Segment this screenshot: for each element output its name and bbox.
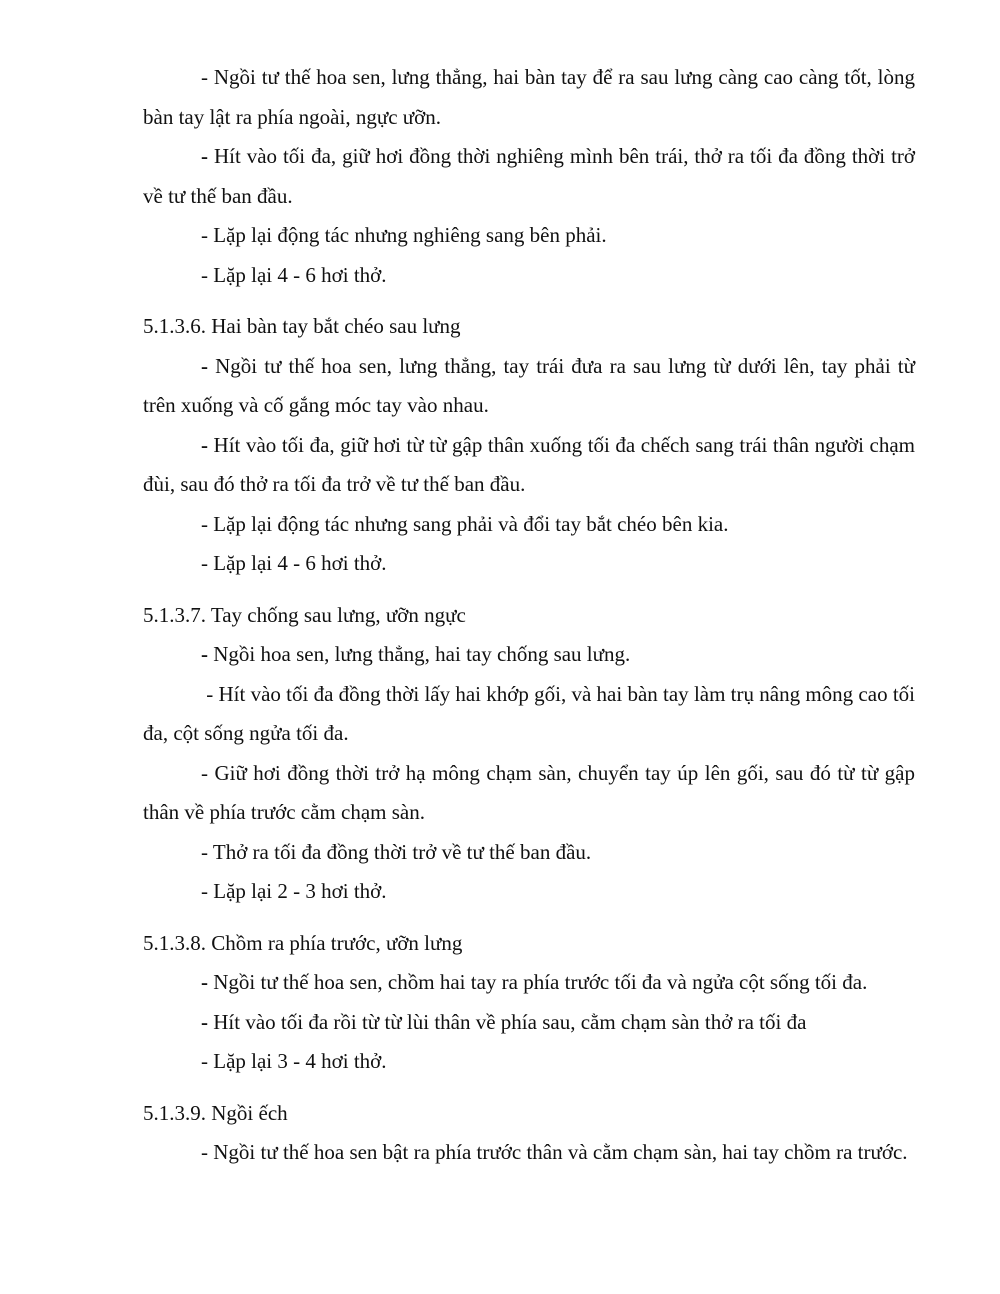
paragraph-text: Hít vào tối đa rồi từ từ lùi thân về phía sau, cằm chạm sàn thở ra tối đa	[208, 1009, 807, 1034]
section-5-1-3-8	[143, 924, 915, 1082]
paragraph-text: Lặp lại 3 - 4 hơi thở.	[208, 1049, 387, 1073]
paragraph	[143, 1042, 915, 1082]
paragraph-dash: -	[201, 1140, 208, 1164]
paragraph-dash: -	[201, 1049, 208, 1073]
paragraph	[143, 963, 915, 1003]
paragraph-dash: -	[201, 1009, 208, 1034]
paragraph-dash: -	[201, 839, 208, 864]
paragraph-text: Lặp lại động tác nhưng sang phải và đổi tay bắt chéo bên kia.	[208, 511, 729, 536]
paragraph	[143, 833, 915, 873]
paragraph-text: Hít vào tối đa đồng thời lấy hai khớp gối, và hai bàn tay làm trụ nâng mông cao tối đa, cột sống ngửa tối đa.	[143, 681, 915, 745]
section-5-1-3-9	[143, 1094, 915, 1173]
paragraph	[143, 635, 915, 675]
section-5-1-3-7	[143, 596, 915, 912]
paragraph-text: Ngồi hoa sen, lưng thẳng, hai tay chống sau lưng.	[208, 642, 631, 666]
section-heading: 5.1.3.7. Tay chống sau lưng, ưỡn ngực	[143, 602, 466, 627]
paragraph	[143, 58, 915, 137]
paragraph-text: Thở ra tối đa đồng thời trở về tư thế ban đầu.	[208, 839, 592, 864]
paragraph-dash: -	[201, 262, 208, 287]
paragraph-dash: -	[201, 681, 214, 706]
paragraph-text: Ngồi tư thế hoa sen, lưng thẳng, tay trái đưa ra sau lưng từ dưới lên, tay phải từ trên xuống và cố gắng móc tay vào nhau.	[143, 353, 915, 417]
paragraph-dash: -	[201, 760, 208, 785]
paragraph-text: Lặp lại động tác nhưng nghiêng sang bên phải.	[208, 223, 607, 247]
paragraph-dash: -	[201, 353, 208, 378]
paragraph-dash: -	[201, 511, 208, 536]
paragraph-text: Lặp lại 4 - 6 hơi thở.	[208, 551, 387, 575]
paragraph-dash: -	[201, 223, 208, 247]
paragraph	[143, 216, 915, 256]
section-5-1-3-6	[143, 307, 915, 584]
paragraph	[143, 347, 915, 426]
paragraph-text: Hít vào tối đa, giữ hơi đồng thời nghiêng mình bên trái, thở ra tối đa đồng thời trở về tư thế ban đầu.	[143, 144, 915, 208]
paragraph	[143, 872, 915, 912]
paragraph	[143, 754, 915, 833]
paragraph-text: Ngồi tư thế hoa sen, lưng thẳng, hai bàn tay để ra sau lưng càng cao càng tốt, lòng bàn tay lật ra phía ngoài, ngực ưỡn.	[143, 65, 915, 129]
paragraph-text: Ngồi tư thế hoa sen bật ra phía trước thân và cằm chạm sàn, hai tay chồm ra trước.	[208, 1140, 908, 1164]
paragraph-text: Hít vào tối đa, giữ hơi từ từ gập thân xuống tối đa chếch sang trái thân người chạm đùi, sau đó thở ra tối đa trở về tư thế ban đầu.	[143, 432, 915, 496]
paragraph	[143, 1003, 915, 1043]
paragraph-text: Giữ hơi đồng thời trở hạ mông chạm sàn, chuyển tay úp lên gối, sau đó từ từ gập thân về phía trước cằm chạm sàn.	[143, 760, 915, 824]
paragraph-dash: -	[201, 432, 208, 457]
paragraph-dash: -	[201, 879, 208, 903]
paragraph-dash: -	[201, 144, 208, 168]
paragraph	[143, 137, 915, 216]
section-heading: 5.1.3.8. Chồm ra phía trước, ưỡn lưng	[143, 930, 463, 955]
paragraph-dash: -	[201, 642, 208, 666]
document-page	[143, 58, 915, 1173]
paragraph	[143, 1133, 915, 1173]
section-heading: 5.1.3.6. Hai bàn tay bắt chéo sau lưng	[143, 314, 461, 338]
paragraph	[143, 426, 915, 505]
section-heading: 5.1.3.9. Ngồi ếch	[143, 1100, 288, 1125]
paragraph	[143, 544, 915, 584]
paragraph-text: Ngồi tư thế hoa sen, chồm hai tay ra phía trước tối đa và ngửa cột sống tối đa.	[208, 970, 868, 994]
paragraph-dash: -	[201, 65, 208, 89]
paragraph	[143, 675, 915, 754]
paragraph-dash: -	[201, 970, 208, 994]
paragraph	[143, 505, 915, 545]
top-paragraphs	[143, 58, 915, 295]
paragraph	[143, 256, 915, 296]
paragraph-dash: -	[201, 551, 208, 575]
paragraph-text: Lặp lại 2 - 3 hơi thở.	[208, 879, 387, 903]
paragraph-text: Lặp lại 4 - 6 hơi thở.	[208, 262, 387, 287]
